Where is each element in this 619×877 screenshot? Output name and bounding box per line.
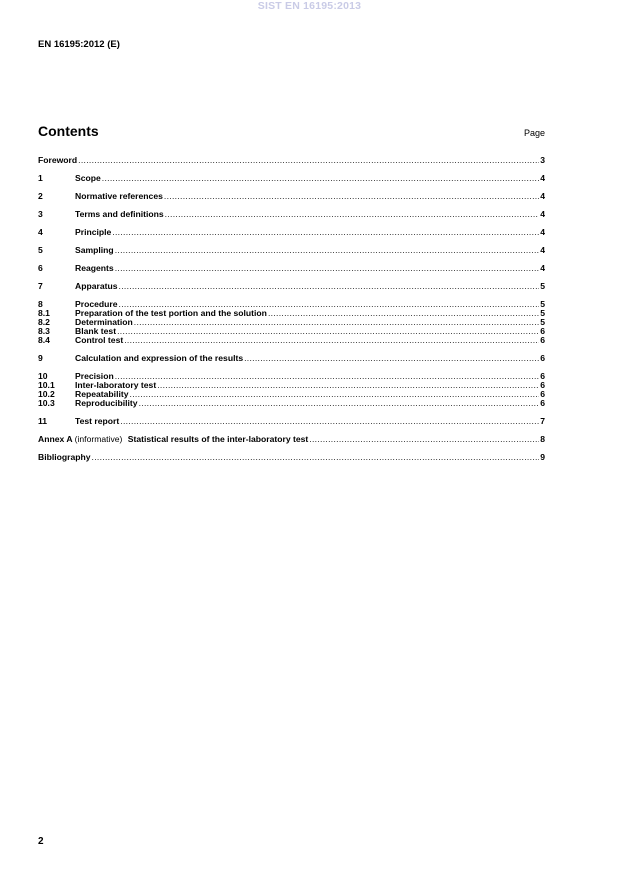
dot-leader bbox=[244, 354, 539, 363]
toc-entry-title: Bibliography bbox=[38, 452, 91, 462]
toc-entry-page: 3 bbox=[540, 155, 545, 165]
toc-entry-page: 7 bbox=[540, 416, 545, 426]
toc-entry-page: 5 bbox=[540, 308, 545, 318]
toc-entry-scope[interactable] bbox=[38, 174, 545, 183]
dot-leader bbox=[115, 264, 540, 273]
dot-leader bbox=[165, 210, 540, 219]
toc-entry-title: Precision bbox=[75, 371, 114, 381]
toc-entry-number: 10.2 bbox=[38, 389, 55, 399]
toc-entry-number: 10 bbox=[38, 371, 48, 381]
toc-entry-page: 5 bbox=[540, 299, 545, 309]
dot-leader bbox=[134, 318, 539, 327]
toc-entry-title: Preparation of the test portion and the solution bbox=[75, 308, 267, 318]
toc-entry-page: 6 bbox=[540, 371, 545, 381]
toc-entry-page: 4 bbox=[540, 263, 545, 273]
toc-entry-title: Test report bbox=[75, 416, 120, 426]
toc-entry-title: Scope bbox=[75, 173, 101, 183]
toc-entry-annex-a[interactable] bbox=[38, 435, 545, 444]
toc-entry-foreword[interactable] bbox=[38, 156, 545, 165]
document-id: EN 16195:2012 (E) bbox=[38, 39, 120, 50]
toc-entry-number: 1 bbox=[38, 173, 43, 183]
toc-entry-page: 6 bbox=[540, 335, 545, 345]
toc-entry-title: Terms and definitions bbox=[75, 209, 164, 219]
toc-entry-page: 6 bbox=[540, 326, 545, 336]
toc-entry-title: Reagents bbox=[75, 263, 114, 273]
toc-entry-principle[interactable] bbox=[38, 228, 545, 237]
toc-entry-number: 9 bbox=[38, 353, 43, 363]
toc-entry-control-test[interactable] bbox=[38, 336, 545, 345]
toc-entry-title: Procedure bbox=[75, 299, 118, 309]
toc-entry-calculation[interactable] bbox=[38, 354, 545, 363]
toc-entry-title: Blank test bbox=[75, 326, 117, 336]
toc-entry-page: 6 bbox=[540, 398, 545, 408]
dot-leader bbox=[117, 327, 539, 336]
toc-entry-terms-and-definitions[interactable] bbox=[38, 210, 545, 219]
dot-leader bbox=[164, 192, 539, 201]
toc-entry-number: 8.2 bbox=[38, 317, 50, 327]
toc-entry-number: 5 bbox=[38, 245, 43, 255]
toc-entry-number: 8 bbox=[38, 299, 43, 309]
dot-leader bbox=[115, 246, 540, 255]
toc-entry-bibliography[interactable] bbox=[38, 453, 545, 462]
dot-leader bbox=[139, 399, 540, 408]
dot-leader bbox=[157, 381, 539, 390]
dot-leader bbox=[119, 282, 540, 291]
toc-entry-page: 4 bbox=[540, 191, 545, 201]
toc-entry-number: 3 bbox=[38, 209, 43, 219]
toc-entry-title: Normative references bbox=[75, 191, 163, 201]
toc-entry-reagents[interactable] bbox=[38, 264, 545, 273]
toc-entry-page: 4 bbox=[540, 227, 545, 237]
toc-entry-number: 10.3 bbox=[38, 398, 55, 408]
toc-entry-normative-references[interactable] bbox=[38, 192, 545, 201]
toc-entry-number: 2 bbox=[38, 191, 43, 201]
toc-entry-title: Repeatability bbox=[75, 389, 129, 399]
page-column-label: Page bbox=[523, 128, 545, 138]
dot-leader bbox=[130, 390, 540, 399]
annex-label: Annex A bbox=[38, 434, 73, 444]
toc-entry-page: 4 bbox=[540, 245, 545, 255]
toc-entry-title: Principle bbox=[75, 227, 112, 237]
toc-entry-title: Inter-laboratory test bbox=[75, 380, 157, 390]
toc-entry-page: 5 bbox=[540, 317, 545, 327]
toc-entry-title: Control test bbox=[75, 335, 124, 345]
table-of-contents bbox=[38, 156, 545, 462]
toc-entry-title: Determination bbox=[75, 317, 133, 327]
toc-entry-number: 8.3 bbox=[38, 326, 50, 336]
toc-entry-number: 7 bbox=[38, 281, 43, 291]
dot-leader bbox=[92, 453, 540, 462]
toc-entry-page: 5 bbox=[540, 281, 545, 291]
toc-entry-title: Reproducibility bbox=[75, 398, 138, 408]
toc-entry-page: 9 bbox=[540, 452, 545, 462]
toc-entry-title: Sampling bbox=[75, 245, 114, 255]
toc-entry-sampling[interactable] bbox=[38, 246, 545, 255]
toc-entry-title: Foreword bbox=[38, 155, 78, 165]
toc-entry-title: Calculation and expression of the results bbox=[75, 353, 244, 363]
dot-leader bbox=[115, 372, 540, 381]
toc-entry-page: 4 bbox=[540, 173, 545, 183]
toc-entry-page: 8 bbox=[540, 434, 545, 444]
toc-entry-number: 8.1 bbox=[38, 308, 50, 318]
dot-leader bbox=[309, 435, 539, 444]
toc-entry-page: 6 bbox=[540, 389, 545, 399]
toc-entry-number: 6 bbox=[38, 263, 43, 273]
annex-title: Statistical results of the inter-laboratory test bbox=[127, 434, 309, 444]
toc-entry-test-report[interactable] bbox=[38, 417, 545, 426]
dot-leader bbox=[112, 228, 539, 237]
contents-title: Contents bbox=[38, 123, 99, 139]
toc-entry-number: 10.1 bbox=[38, 380, 55, 390]
toc-entry-page: 6 bbox=[540, 353, 545, 363]
toc-entry-page: 4 bbox=[540, 209, 545, 219]
toc-entry-title: Apparatus bbox=[75, 281, 118, 291]
toc-entry-title bbox=[38, 435, 308, 444]
toc-entry-apparatus[interactable] bbox=[38, 282, 545, 291]
watermark: SIST EN 16195:2013 bbox=[257, 0, 362, 12]
toc-entry-page: 6 bbox=[540, 380, 545, 390]
toc-entry-number: 4 bbox=[38, 227, 43, 237]
annex-note: (informative) bbox=[74, 434, 123, 444]
dot-leader bbox=[124, 336, 539, 345]
dot-leader bbox=[102, 174, 539, 183]
dot-leader bbox=[268, 309, 539, 318]
dot-leader bbox=[78, 156, 539, 165]
toc-entry-number: 11 bbox=[38, 416, 48, 426]
dot-leader bbox=[120, 417, 539, 426]
toc-entry-number: 8.4 bbox=[38, 335, 50, 345]
toc-entry-reproducibility[interactable] bbox=[38, 399, 545, 408]
page-number: 2 bbox=[38, 836, 44, 847]
